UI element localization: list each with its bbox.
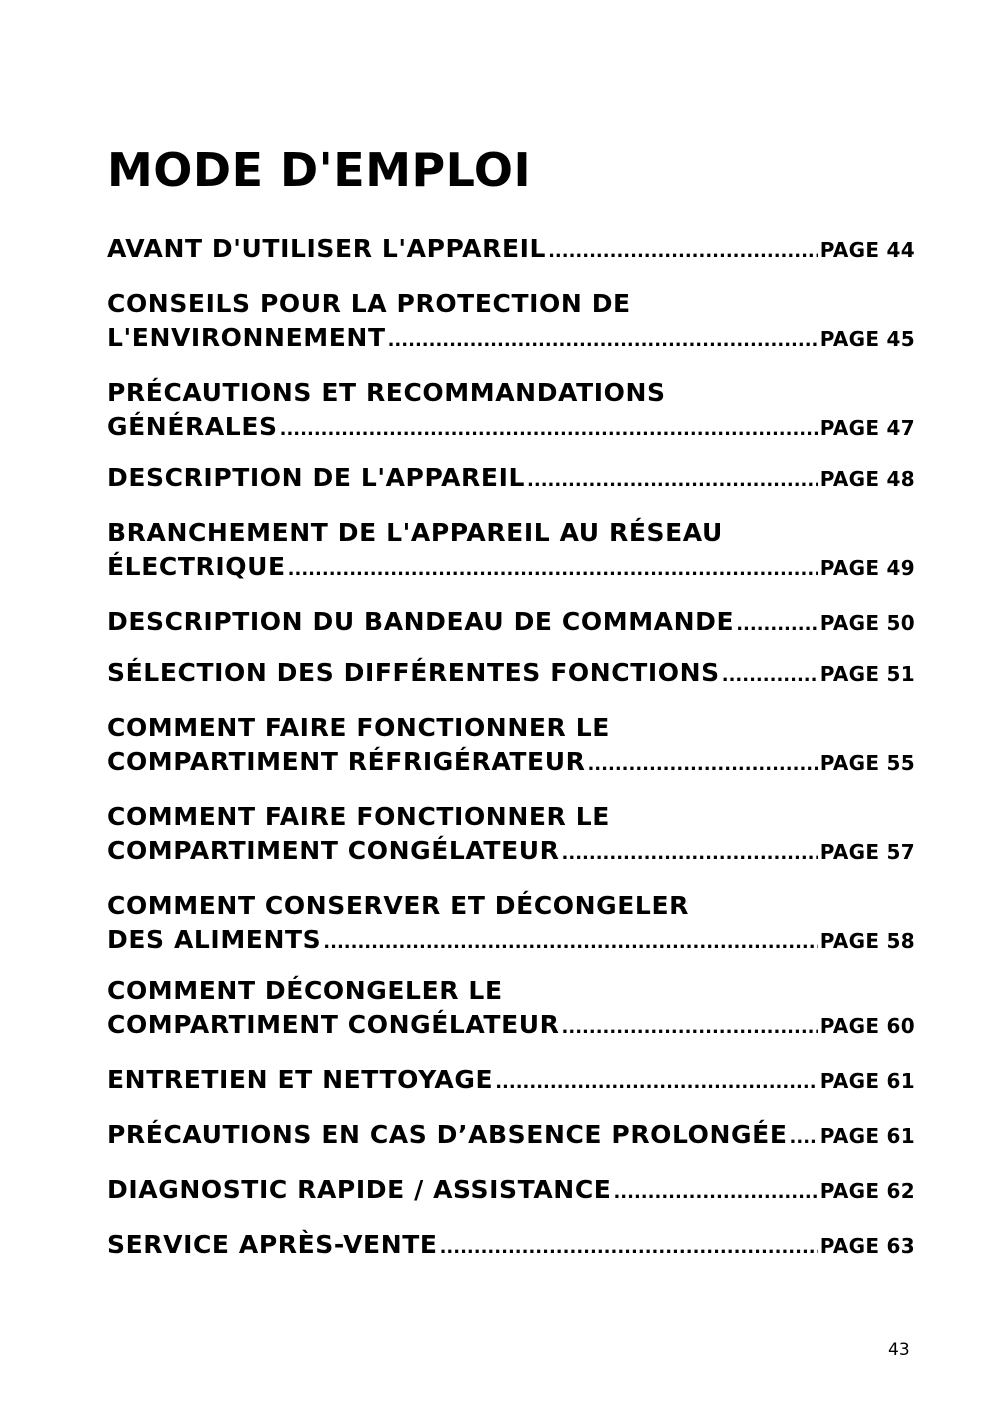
toc-entry-title: DESCRIPTION DE L'APPAREIL	[107, 463, 526, 492]
toc-entry-line	[107, 461, 915, 498]
dot-leader	[288, 553, 818, 587]
toc-entry-title: BRANCHEMENT DE L'APPAREIL AU RÉSEAU	[107, 518, 723, 547]
toc-entry-title-continued: ÉLECTRIQUE	[107, 552, 286, 581]
toc-entry-line	[107, 321, 915, 358]
toc-entry-line	[107, 1063, 915, 1100]
toc-entry-title: ENTRETIEN ET NETTOYAGE	[107, 1065, 494, 1094]
toc-page-reference: PAGE 48	[819, 467, 915, 491]
toc-entry	[107, 605, 915, 642]
toc-entry	[107, 461, 915, 498]
toc-entry-line	[107, 410, 915, 447]
dot-leader	[722, 659, 818, 693]
toc-page-reference: PAGE 47	[819, 416, 915, 440]
toc-entry	[107, 656, 915, 693]
dot-leader	[562, 1011, 818, 1045]
toc-page-reference: PAGE 49	[819, 556, 915, 580]
toc-entry-title-continued: GÉNÉRALES	[107, 412, 278, 441]
toc-entry-title: COMMENT FAIRE FONCTIONNER LE	[107, 713, 610, 742]
toc-entry	[107, 376, 915, 447]
toc-page-reference: PAGE 61	[819, 1124, 915, 1148]
toc-entry	[107, 516, 915, 587]
toc-entry-line	[107, 923, 915, 960]
toc-page-reference: PAGE 58	[819, 929, 915, 953]
dot-leader	[388, 324, 818, 358]
dot-leader	[495, 1066, 818, 1100]
toc-entry-line	[107, 1173, 915, 1210]
toc-entry-title: COMMENT FAIRE FONCTIONNER LE	[107, 802, 610, 831]
toc-page-reference: PAGE 55	[819, 751, 915, 775]
toc-entry-title: COMMENT CONSERVER ET DÉCONGELER	[107, 891, 689, 920]
toc-entry	[107, 1173, 915, 1210]
toc-entry-title-continued: COMPARTIMENT RÉFRIGÉRATEUR	[107, 747, 586, 776]
dot-leader	[587, 748, 817, 782]
toc-entry-title: AVANT D'UTILISER L'APPAREIL	[107, 234, 547, 263]
toc-entry-line	[107, 656, 915, 693]
toc-page-reference: PAGE 60	[819, 1014, 915, 1038]
toc-entry-line	[107, 1008, 915, 1045]
toc-page-reference: PAGE 57	[819, 840, 915, 864]
toc-entry-title: PRÉCAUTIONS EN CAS D’ABSENCE PROLONGÉE	[107, 1120, 788, 1149]
toc-entry-title-continued: COMPARTIMENT CONGÉLATEUR	[107, 836, 560, 865]
toc-entry	[107, 711, 915, 782]
toc-entry-line	[107, 1118, 915, 1155]
toc-entry	[107, 889, 915, 960]
toc-entry	[107, 1118, 915, 1155]
page-number: 43	[888, 1340, 910, 1360]
toc-entry-line	[107, 550, 915, 587]
toc-entry-title-continued: DES ALIMENTS	[107, 925, 322, 954]
page-title: MODE D'EMPLOI	[107, 143, 532, 197]
toc-entry-title-continued: L'ENVIRONNEMENT	[107, 323, 386, 352]
table-of-contents	[107, 232, 915, 1265]
toc-entry-line	[107, 232, 915, 269]
toc-entry-title: PRÉCAUTIONS ET RECOMMANDATIONS	[107, 378, 666, 407]
toc-page-reference: PAGE 63	[819, 1234, 915, 1258]
toc-entry-title: DIAGNOSTIC RAPIDE / ASSISTANCE	[107, 1175, 612, 1204]
dot-leader	[613, 1176, 817, 1210]
toc-entry-line	[107, 605, 915, 642]
toc-page-reference: PAGE 51	[819, 662, 915, 686]
dot-leader	[527, 464, 818, 498]
dot-leader	[736, 608, 818, 642]
toc-entry-title: SERVICE APRÈS-VENTE	[107, 1230, 438, 1259]
toc-entry-title: COMMENT DÉCONGELER LE	[107, 976, 503, 1005]
toc-page-reference: PAGE 50	[819, 611, 915, 635]
toc-entry-title-continued: COMPARTIMENT CONGÉLATEUR	[107, 1010, 560, 1039]
toc-entry	[107, 974, 915, 1045]
dot-leader	[440, 1231, 818, 1265]
toc-entry-title: DESCRIPTION DU BANDEAU DE COMMANDE	[107, 607, 735, 636]
toc-entry-line	[107, 745, 915, 782]
toc-entry	[107, 232, 915, 269]
toc-entry	[107, 287, 915, 358]
toc-page-reference: PAGE 45	[819, 327, 915, 351]
dot-leader	[562, 837, 818, 871]
dot-leader	[548, 235, 818, 269]
toc-page-reference: PAGE 44	[819, 238, 915, 262]
toc-entry	[107, 1228, 915, 1265]
dot-leader	[280, 413, 818, 447]
toc-entry-line	[107, 834, 915, 871]
toc-entry-line	[107, 1228, 915, 1265]
toc-page-reference: PAGE 62	[819, 1179, 915, 1203]
dot-leader	[323, 926, 817, 960]
toc-page-reference: PAGE 61	[819, 1069, 915, 1093]
toc-entry	[107, 1063, 915, 1100]
toc-entry-title: SÉLECTION DES DIFFÉRENTES FONCTIONS	[107, 658, 720, 687]
toc-entry-title: CONSEILS POUR LA PROTECTION DE	[107, 289, 631, 318]
dot-leader	[790, 1121, 818, 1155]
toc-entry	[107, 800, 915, 871]
